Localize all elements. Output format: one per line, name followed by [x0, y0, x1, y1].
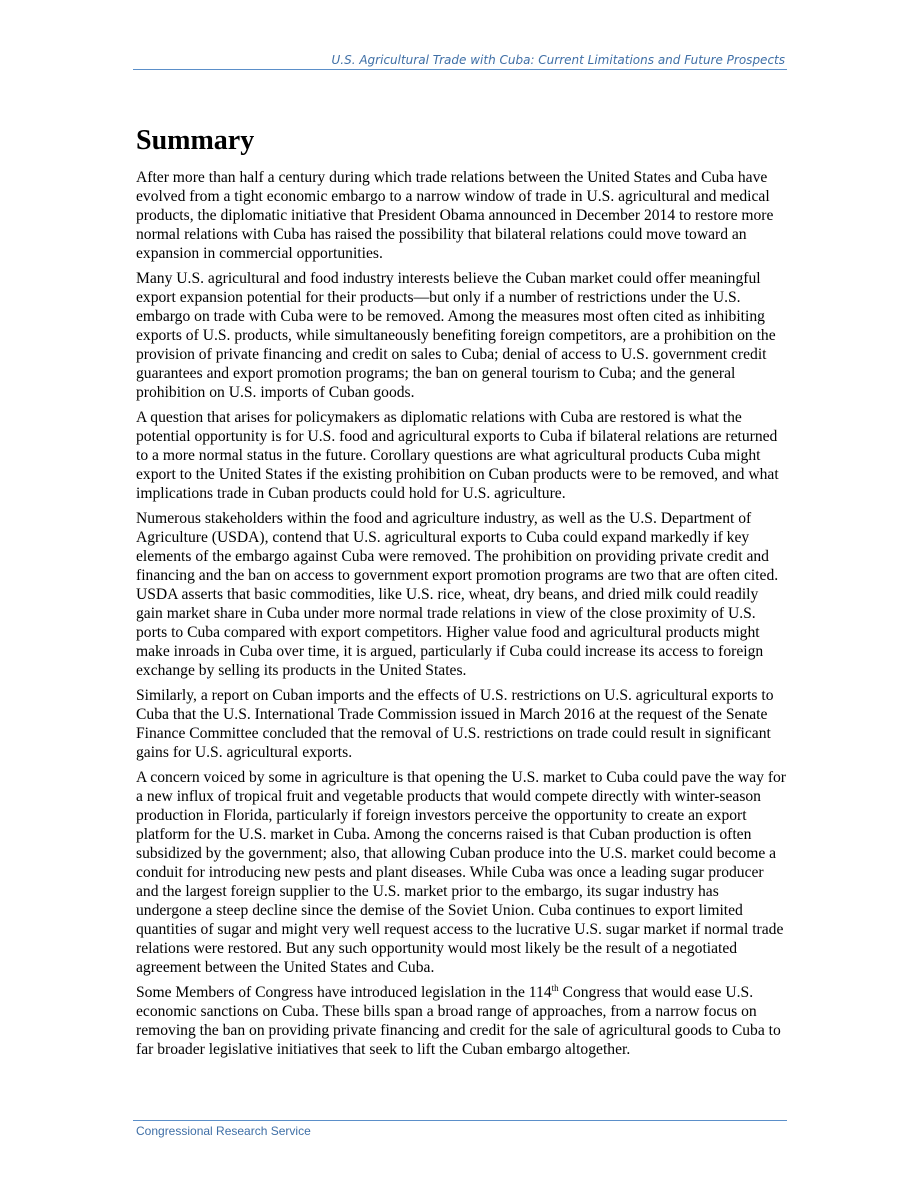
summary-paragraph-last: [136, 983, 788, 1059]
page-footer: [133, 1120, 787, 1138]
summary-paragraph: After more than half a century during which trade relations between the United States and Cuba have evolved from a tight economic embargo to a narrow window of trade in U.S. agricultural and medical products, the diplomatic initiative that President Obama announced in December 2014 to restore more normal relations with Cuba has raised the possibility that bilateral relations could move toward an expansion in commercial opportunities.: [136, 169, 774, 262]
summary-paragraph: Many U.S. agricultural and food industry interests believe the Cuban market could offer meaningful export expansion potential for their products—but only if a number of restrictions under the U.S. embargo on trade with Cuba were to be removed. Among the measures most often cited as inhibiting exports of U.S. products, while simultaneously benefiting foreign competitors, are a prohibition on the provision of private financing and credit on sales to Cuba; denial of access to U.S. government credit guarantees and export promotion programs; the ban on general tourism to Cuba; and the general prohibition on U.S. imports of Cuban goods.: [136, 270, 776, 401]
section-heading: Summary: [136, 125, 255, 156]
running-header: [133, 53, 787, 70]
footer-organization: Congressional Research Service: [136, 1124, 311, 1138]
running-title: U.S. Agricultural Trade with Cuba: Current Limitations and Future Prospects: [331, 53, 785, 67]
summary-paragraph: Similarly, a report on Cuban imports and the effects of U.S. restrictions on U.S. agricultural exports to Cuba that the U.S. International Trade Commission issued in March 2016 at the request of the Senate Finance Committee concluded that the removal of U.S. restrictions on trade could result in significant gains for U.S. agricultural exports.: [136, 687, 774, 761]
page-content: [136, 124, 788, 1065]
summary-paragraph: A question that arises for policymakers as diplomatic relations with Cuba are restored is what the potential opportunity is for U.S. food and agricultural exports to Cuba if bilateral relations are returned to a more normal status in the future. Corollary questions are what agricultural products Cuba might export to the United States if the existing prohibition on Cuban products were to be removed, and what implications trade in Cuban products could hold for U.S. agriculture.: [136, 409, 779, 502]
summary-paragraph: A concern voiced by some in agriculture is that opening the U.S. market to Cuba could pave the way for a new influx of tropical fruit and vegetable products that would compete directly with winter-season production in Florida, particularly if foreign investors perceive the opportunity to create an export platform for the U.S. market in Cuba. Among the concerns raised is that Cuban production is often subsidized by the government; also, that allowing Cuban produce into the U.S. market could become a conduit for introducing new pests and plant diseases. While Cuba was once a leading sugar producer and the largest foreign supplier to the U.S. market prior to the embargo, its sugar industry has undergone a steep decline since the demise of the Soviet Union. Cuba continues to export limited quantities of sugar and might very well request access to the lucrative U.S. sugar market if normal trade relations were restored. But any such opportunity would most likely be the result of a negotiated agreement between the United States and Cuba.: [136, 769, 786, 976]
summary-paragraph: Numerous stakeholders within the food and agriculture industry, as well as the U.S. Department of Agriculture (USDA), contend that U.S. agricultural exports to Cuba could expand markedly if key elements of the embargo against Cuba were removed. The prohibition on providing private credit and financing and the ban on access to government export promotion programs are two that are often cited. USDA asserts that basic commodities, like U.S. rice, wheat, dry beans, and dried milk could readily gain market share in Cuba under more normal trade relations in view of the close proximity of U.S. ports to Cuba compared with export competitors. Higher value food and agricultural products might make inroads in Cuba over time, it is argued, particularly if Cuba could increase its access to foreign exchange by selling its products in the United States.: [136, 510, 779, 679]
ordinal-superscript: th: [551, 982, 559, 993]
paragraph-text-before: Some Members of Congress have introduced legislation in the 114: [136, 984, 552, 1001]
paragraph-text-after: Congress that would ease U.S. economic sanctions on Cuba. These bills span a broad range of approaches, from a narrow focus on removing the ban on providing private financing and credit for the sale of agricultural goods to Cuba to far broader legislative initiatives that seek to lift the Cuban embargo altogether.: [136, 984, 781, 1058]
